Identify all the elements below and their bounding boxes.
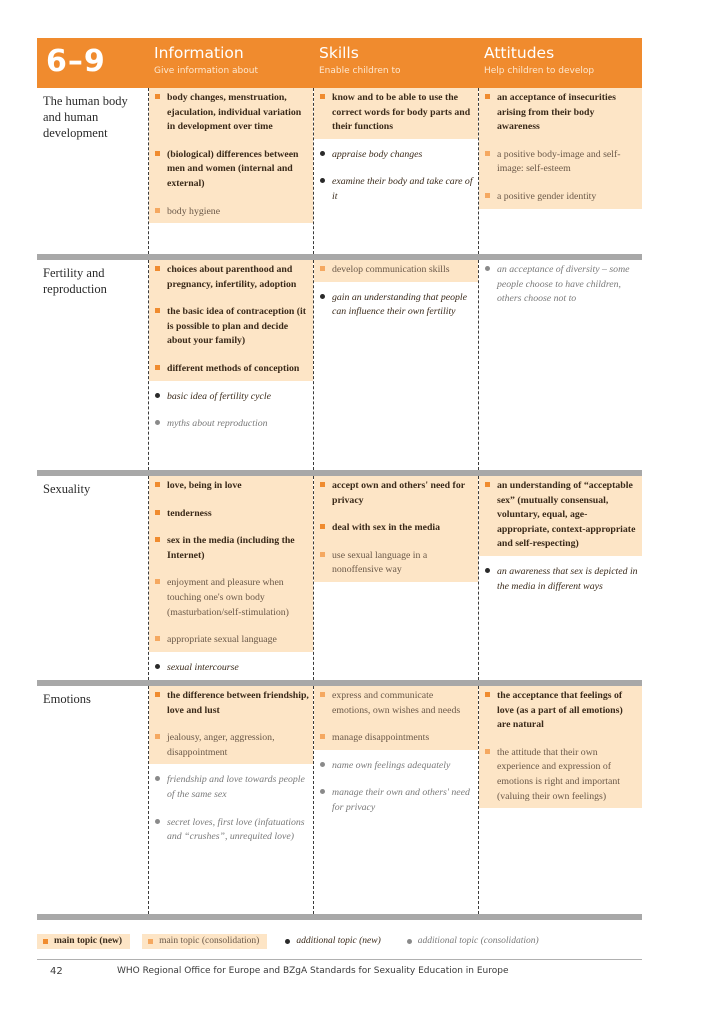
black-dot-icon [155,664,160,669]
item-text: the attitude that their own experience and expression of emotions is right and important (valuing their own feelings) [497,746,620,802]
information-cell [148,476,313,680]
column-subtitle: Help children to develop [484,66,595,76]
item-text: jealousy, anger, aggression, disappointment [167,732,275,758]
list-item [479,260,642,311]
list-item [149,813,313,849]
page-number: 42 [50,966,63,977]
section-columns [37,88,642,254]
column-title: Information [154,44,244,62]
topic-title: Fertility and reproduction [43,266,107,296]
item-text: an understanding of “acceptable sex” (mutually consensual, voluntary, equal, age-appropriate, context-appropriate and self-respecting) [497,480,636,550]
orange-square-icon [485,692,490,697]
item-text: accept own and others' need for privacy [332,480,465,506]
item-text: manage their own and others' need for privacy [332,787,470,813]
item-text: name own feelings adequately [332,759,451,771]
item-text: different methods of conception [167,362,300,374]
information-cell [148,88,313,254]
grey-dot-icon [155,420,160,425]
list-item [149,387,313,409]
section-columns [37,686,642,914]
list-item [149,202,313,224]
topic-title: Emotions [43,692,91,706]
black-dot-icon [485,568,490,573]
list-item [149,728,313,764]
list-item [479,88,642,139]
topic-title: Sexuality [43,482,91,496]
light-orange-square-icon [320,266,325,271]
grey-dot-icon [485,266,490,271]
grey-dot-icon [155,776,160,781]
column-title: Attitudes [484,44,555,62]
orange-square-icon [155,94,160,99]
attitudes-cell [478,260,642,470]
list-item [149,88,313,139]
table-header [37,38,642,88]
legend [37,934,642,949]
section-divider [37,914,642,920]
information-cell [148,260,313,470]
header-attitudes [478,38,642,88]
item-text: appraise body changes [332,148,423,160]
item-text: basic idea of fertility cycle [167,390,271,402]
item-text: (biological) differences between men and women (internal and external) [167,148,299,189]
orange-square-icon [155,510,160,515]
list-item [314,260,478,282]
black-dot-icon [285,939,290,944]
item-text: choices about parenthood and pregnancy, infertility, adoption [167,264,297,290]
legend-additional-new [279,934,388,949]
list-item [479,743,642,808]
light-orange-square-icon [485,151,490,156]
attitudes-cell [478,686,642,914]
list-item [479,476,642,556]
legend-label: additional topic (consolidation) [417,936,539,946]
legend-main-consolidation [142,934,267,949]
orange-square-icon [155,151,160,156]
black-dot-icon [320,178,325,183]
light-orange-square-icon [155,208,160,213]
item-text: enjoyment and pleasure when touching one's own body (masturbation/self-stimulation) [167,577,289,618]
item-text: use sexual language in a nonoffensive way [332,549,428,576]
item-text: deal with sex in the media [332,522,441,534]
legend-label: main topic (consolidation) [159,936,260,946]
list-item [314,783,478,819]
skills-cell [313,476,478,680]
light-orange-square-icon [485,193,490,198]
list-item [149,504,313,526]
section-columns [37,260,642,470]
light-orange-square-icon [485,749,490,754]
header-skills [313,38,478,88]
light-orange-square-icon [320,692,325,697]
black-dot-icon [320,151,325,156]
light-orange-square-icon [320,552,325,557]
black-dot-icon [320,294,325,299]
grey-dot-icon [155,819,160,824]
orange-square-icon [485,94,490,99]
item-text: love, being in love [167,480,242,491]
list-item [314,145,478,167]
information-cell [148,686,313,914]
list-item [479,187,642,209]
section-columns [37,476,642,680]
item-text: the basic idea of contraception (it is possible to plan and decide about your family) [167,306,307,347]
orange-square-icon [155,692,160,697]
legend-main-new [37,934,130,949]
list-item [314,476,478,512]
item-text: express and communicate emotions, own wishes and needs [332,690,461,716]
table-body [37,88,642,920]
item-text: know and to be able to use the correct words for body parts and their functions [332,92,471,133]
light-orange-square-icon [155,734,160,739]
item-text: gain an understanding that people can influence their own fertility [332,291,467,318]
orange-square-icon [320,482,325,487]
item-text: body hygiene [167,205,221,217]
skills-cell [313,260,478,470]
list-item [314,756,478,778]
header-information [148,38,313,88]
item-text: sex in the media (including the Internet) [167,535,295,561]
list-item [149,359,313,381]
legend-label: additional topic (new) [296,936,381,946]
item-text: examine their body and take care of it [332,176,473,202]
topic-section [37,686,642,914]
list-item [149,531,313,567]
item-text: the acceptance that feelings of love (as a part of all emotions) are natural [497,690,623,731]
light-orange-square-icon [155,636,160,641]
grey-dot-icon [320,762,325,767]
list-item [314,288,478,324]
column-title: Skills [319,44,359,62]
item-text: an awareness that sex is depicted in the media in different ways [497,565,638,592]
footer-divider [37,959,642,960]
column-subtitle: Enable children to [319,66,401,76]
orange-square-icon [155,537,160,542]
item-text: a positive gender identity [497,190,597,202]
list-item [314,728,478,750]
curriculum-table [37,38,642,920]
light-orange-square-icon [155,579,160,584]
black-dot-icon [155,393,160,398]
item-text: friendship and love towards people of the same sex [167,774,305,800]
list-item [149,770,313,806]
list-item [149,260,313,296]
list-item [149,658,313,680]
list-item [149,302,313,353]
item-text: sexual intercourse [167,661,239,673]
orange-square-icon [320,94,325,99]
item-text: body changes, menstruation, ejaculation, individual variation in development over time [167,92,302,133]
list-item [314,518,478,540]
topic-section [37,88,642,254]
list-item [314,546,478,582]
orange-square-icon [155,365,160,370]
grey-dot-icon [407,939,412,944]
light-orange-square-icon [320,734,325,739]
orange-square-icon [155,266,160,271]
item-text: myths about reproduction [167,418,268,430]
list-item [149,686,313,722]
list-item [149,476,313,498]
item-text: an acceptance of diversity – some people choose to have children, others choose not to [497,264,630,305]
skills-cell [313,686,478,914]
topic-title: The human body and human development [43,94,128,140]
light-orange-square-icon [148,939,153,944]
list-item [149,145,313,196]
list-item [314,686,478,722]
item-text: the difference between friendship, love and lust [167,690,309,716]
list-item [479,145,642,181]
list-item [314,88,478,139]
list-item [314,172,478,208]
item-text: manage disappointments [332,732,430,744]
grey-dot-icon [320,789,325,794]
orange-square-icon [485,482,490,487]
page-footer [37,966,509,977]
orange-square-icon [155,482,160,487]
item-text: secret loves, first love (infatuations and “crushes”, unrequited love) [167,816,305,843]
item-text: appropriate sexual language [167,634,277,646]
item-text: tenderness [167,507,212,519]
topic-section [37,476,642,680]
orange-square-icon [43,939,48,944]
legend-additional-consolidation [401,934,547,949]
list-item [149,573,313,624]
skills-cell [313,88,478,254]
item-text: a positive body-image and self-image: self-esteem [497,148,621,175]
orange-square-icon [155,308,160,313]
age-group-label: 6–9 [46,44,106,79]
attitudes-cell [478,88,642,254]
item-text: develop communication skills [332,264,450,275]
list-item [149,414,313,436]
footer-text: WHO Regional Office for Europe and BZgA Standards for Sexuality Education in Europe [117,966,509,976]
list-item [149,630,313,652]
orange-square-icon [320,524,325,529]
topic-section [37,260,642,470]
attitudes-cell [478,476,642,680]
legend-label: main topic (new) [54,936,123,946]
item-text: an acceptance of insecurities arising from their body awareness [497,92,616,133]
column-subtitle: Give information about [154,66,258,76]
list-item [479,686,642,737]
list-item [479,562,642,598]
